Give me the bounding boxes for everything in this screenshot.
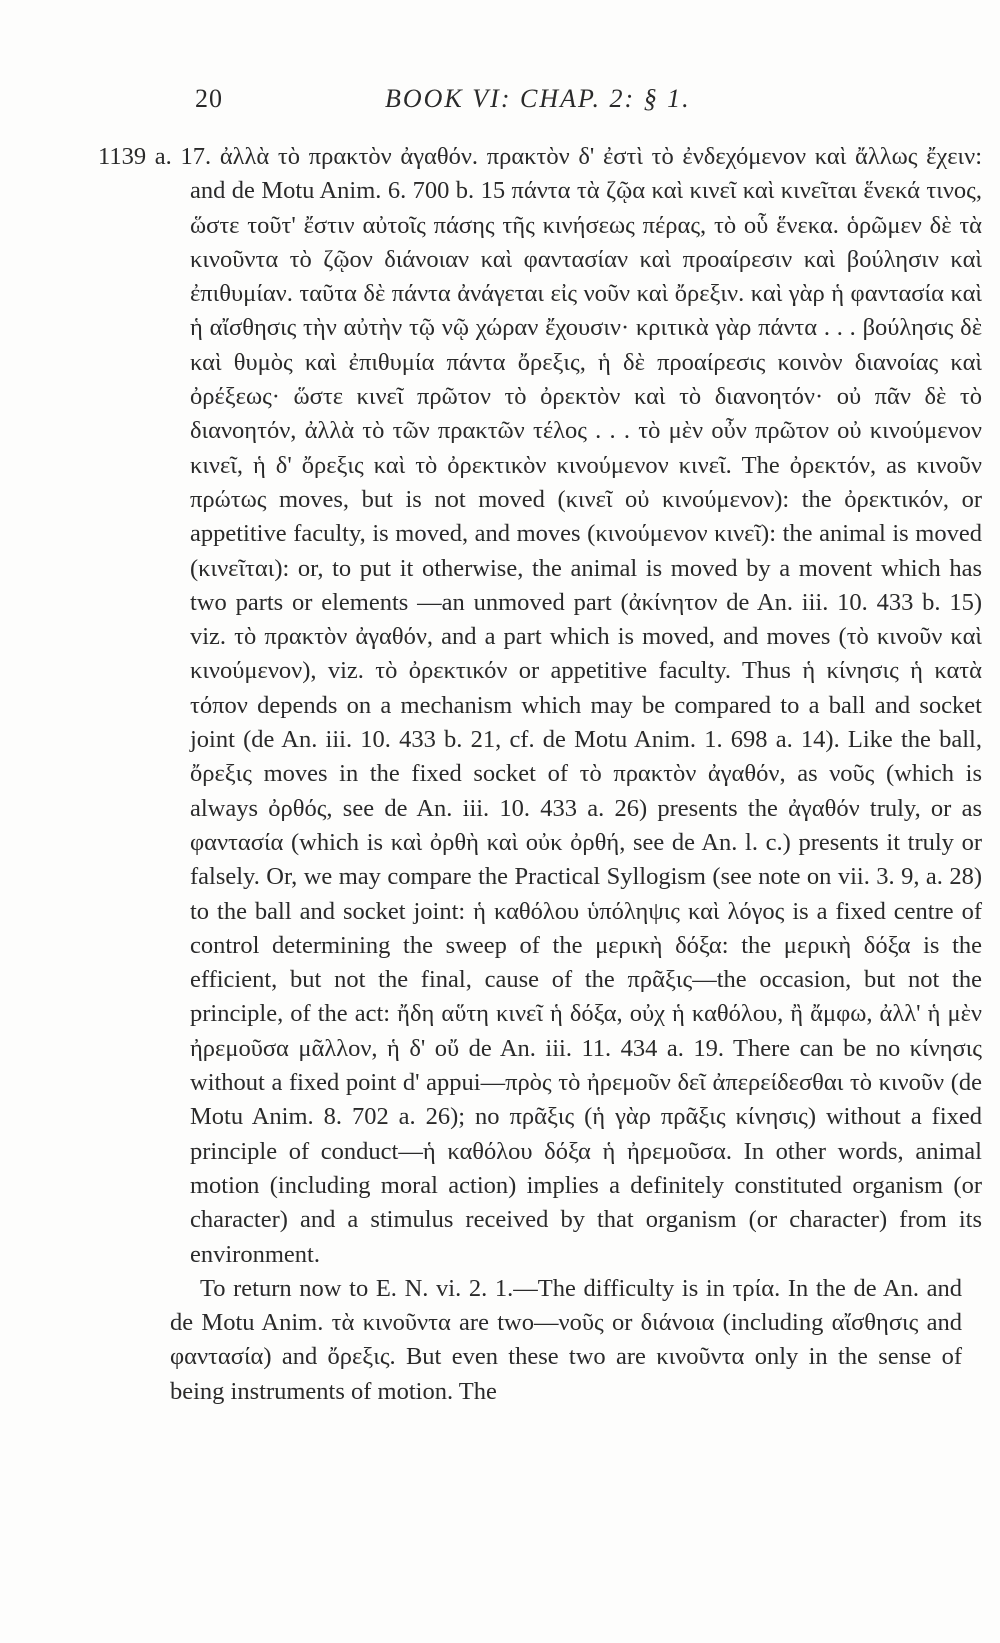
running-head: BOOK VI: CHAP. 2: § 1. [385, 84, 691, 113]
paragraph-2 [170, 1272, 962, 1409]
page-header [195, 84, 955, 120]
paragraph-text: ἀλλὰ τὸ πρακτὸν ἀγαθόν. πρακτὸν δ' ἐστὶ τὸ ἐνδεχόμενον καὶ ἄλλως ἔχειν: and de Motu Anim. 6. 700 b. 15 πάντα τὰ ζῷα καὶ κινεῖ καὶ κινεῖται ἕνεκά τινος, ὥστε τοῦτ' ἔστιν αὐτοῖς πάσης τῆς κινήσεως πέρας, τὸ οὗ ἕνεκα. ὁρῶμεν δὲ τὰ κινοῦντα τὸ ζῷον διάνοιαν καὶ φαντασίαν καὶ προαίρεσιν καὶ βούλησιν καὶ ἐπιθυμίαν. ταῦτα δὲ πάντα ἀνάγεται εἰς νοῦν καὶ ὄρεξιν. καὶ γὰρ ἡ φαντασία καὶ ἡ αἴσθησις τὴν αὐτὴν τῷ νῷ χώραν ἔχουσιν· κριτικὰ γὰρ πάντα . . . βούλησις δὲ καὶ θυμὸς καὶ ἐπιθυμία πάντα ὄρεξις, ἡ δὲ προαίρεσις κοινὸν διανοίας καὶ ὀρέξεως· ὥστε κινεῖ πρῶτον τὸ ὀρεκτὸν καὶ τὸ διανοητόν· οὐ πᾶν δὲ τὸ διανοητόν, ἀλλὰ τὸ τῶν πρακτῶν τέλος . . . τὸ μὲν οὖν πρῶτον οὐ κινούμενον κινεῖ, ἡ δ' ὄρεξις καὶ τὸ ὀρεκτικὸν κινούμενον κινεῖ. The ὀρεκτόν, as κινοῦν πρώτως moves, but is not moved (κινεῖ οὐ κινούμενον): the ὀρεκτικόν, or appetitive faculty, is moved, and moves (κινούμενον κινεῖ): the animal is moved (κινεῖται): or, to put it otherwise, the animal is moved by a movent which has two parts or elements —an unmoved part (ἀκίνητον de An. iii. 10. 433 b. 15) viz. τὸ πρακτὸν ἀγαθόν, and a part which is moved, and moves (τὸ κινοῦν καὶ κινούμενον), viz. τὸ ὀρεκτικόν or appetitive faculty. Thus ἡ κίνησις ἡ κατὰ τόπον depends on a mechanism which may be compared to a ball and socket joint (de An. iii. 10. 433 b. 21, cf. de Motu Anim. 1. 698 a. 14). Like the ball, ὄρεξις moves in the fixed socket of τὸ πρακτὸν ἀγαθόν, as νοῦς (which is always ὀρθός, see de An. iii. 10. 433 a. 26) presents the ἀγαθόν truly, or as φαντασία (which is καὶ ὀρθὴ καὶ οὐκ ὀρθή, see de An. l. c.) presents it truly or falsely. Or, we may compare the Practical Syllogism (see note on vii. 3. 9, a. 28) to the ball and socket joint: ἡ καθόλου ὑπόληψις καὶ λόγος is a fixed centre of control determining the sweep of the μερικὴ δόξα: the μερικὴ δόξα is the efficient, but not the final, cause of the πρᾶξις—the occasion, but not the principle, of the act: ἤδη αὕτη κινεῖ ἡ δόξα, οὐχ ἡ καθόλου, ἢ ἄμφω, ἀλλ' ἡ μὲν ἠρεμοῦσα μᾶλλον, ἡ δ' οὔ de An. iii. 11. 434 a. 19. There can be no κίνησις without a fixed point d' appui—πρὸς τὸ ἠρεμοῦν δεῖ ἀπερείδεσθαι τὸ κινοῦν (de Motu Anim. 8. 702 a. 26); no πρᾶξις (ἡ γὰρ πρᾶξις κίνησις) without a fixed principle of conduct—ἡ καθόλου δόξα ἡ ἠρεμοῦσα. In other words, animal motion (including moral action) implies a definitely constituted organism (or character) and a stimulus received by that organism (or character) from its environment. [190, 143, 983, 1268]
page-number: 20 [195, 84, 223, 113]
commentary-body [98, 140, 983, 1409]
paragraph-1 [98, 140, 982, 1272]
line-reference: 1139 a. 17. [98, 143, 212, 170]
paragraph-text: To return now to E. N. vi. 2. 1.—The difficulty is in τρία. In the de An. and de Motu Anim. τὰ κινοῦντα are two—νοῦς or διάνοια (including αἴσθησις and φαντασία) and ὄρεξις. But even these two are κινοῦντα only in the sense of being instruments of motion. The [170, 1274, 962, 1405]
